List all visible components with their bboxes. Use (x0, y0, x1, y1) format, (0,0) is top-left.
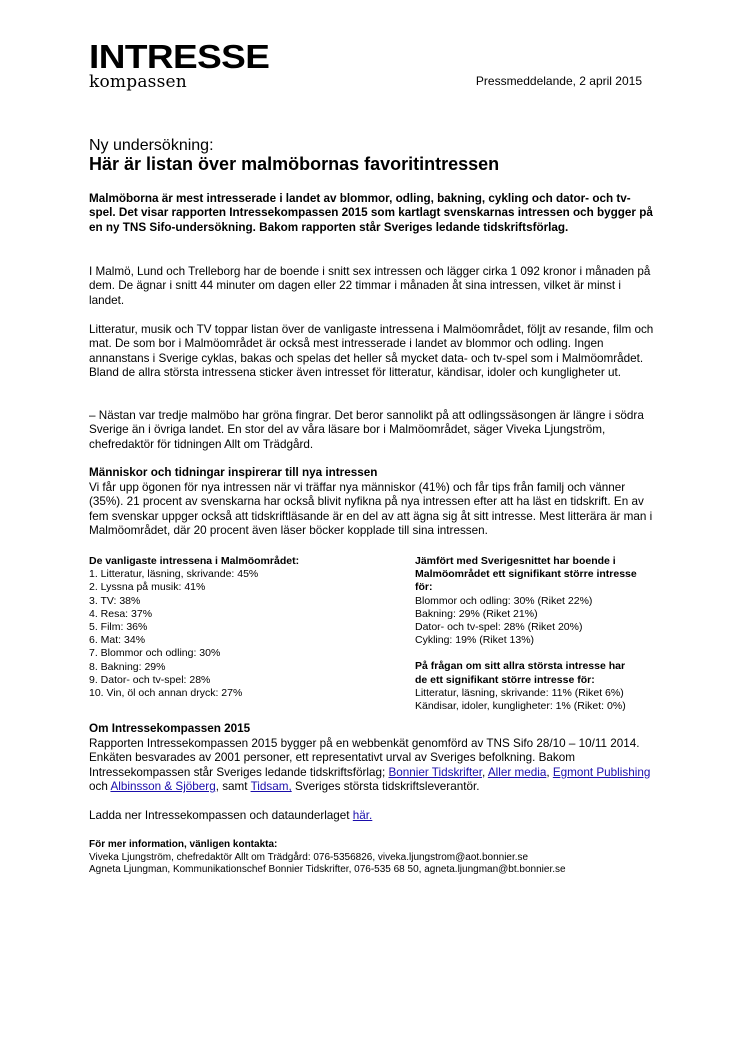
list-item: Cykling: 19% (Riket 13%) (415, 634, 535, 647)
list-item: 3. TV: 38% (89, 594, 141, 607)
list-item: 9. Dator- och tv-spel: 28% (89, 673, 211, 686)
quote-paragraph: – Nästan var tredje malmöbo har gröna fingrar. Det beror sannolikt på att odlingssäsongen är längre i södra Sverige än i övriga landet. En stor del av våra läsare bor i Malmöområdet, säger Viveka Ljungström, chefredaktör för tidningen Allt om Trädgård. (89, 409, 644, 451)
about-heading: Om Intressekompassen 2015 (89, 722, 251, 735)
albinsson-sjoberg-link[interactable]: Albinsson & Sjöberg (110, 780, 216, 794)
list-item: 8. Bakning: 29% (89, 660, 166, 673)
separator: , (482, 765, 488, 779)
separator: och (89, 780, 111, 794)
list-item: Bakning: 29% (Riket 21%) (415, 607, 538, 620)
about-paragraph (89, 737, 655, 795)
comparison-list (415, 555, 637, 713)
comparison-heading-line: Malmöområdet ett signifikant större intresse (415, 568, 637, 581)
list-item: 7. Blommor och odling: 30% (89, 647, 221, 660)
list-item: Blommor och odling: 30% (Riket 22%) (415, 594, 593, 607)
egmont-publishing-link[interactable]: Egmont Publishing (552, 765, 651, 779)
logo-wordmark-top: INTRESSE (89, 38, 270, 75)
biggest-interest-heading-line: de ett signifikant större intresse för: (415, 673, 595, 686)
lead-paragraph: Malmöborna är mest intresserade i landet av blommor, odling, bakning, cykling och dator- och tv-spel. Det visar rapporten Intressekompassen 2015 som kartlagt svenskarnas intressen och bygger på en ny TNS Sifo-undersökning. Bakom rapporten står Sveriges ledande tidskriftsförlag. (89, 192, 653, 234)
download-link[interactable]: här. (352, 809, 373, 822)
body-paragraph-2: Litteratur, musik och TV toppar listan över de vanligaste intressena i Malmöområdet, följt av resande, film och mat. De som bor i Malmöområdet är också mest intresserade i landet av blommor och odling. Ingen annanstans i Sverige cyklas, bakas och spelas det heller så mycket data- och tv-spel som i Malmöområdet. Bland de allra största intressena sticker även intresset för litteratur, kändisar, idoler och kungligheter ut. (89, 323, 654, 380)
contact-line: Agneta Ljungman, Kommunikationschef Bonnier Tidskrifter, 076-535 68 50, agneta.ljungman@bt.bonnier.se (89, 864, 566, 875)
list-item: 6. Mat: 34% (89, 634, 146, 647)
tidsam-link[interactable]: Tidsam, (250, 780, 292, 794)
top-interests-list (89, 555, 299, 700)
biggest-interest-heading-line: På frågan om sitt allra största intresse har (415, 660, 626, 673)
press-release-date: Pressmeddelande, 2 april 2015 (475, 74, 642, 88)
list-heading: De vanligaste intressena i Malmöområdet: (89, 555, 300, 567)
contact-block (89, 839, 566, 877)
body-paragraph-4: Vi får upp ögonen för nya intressen när vi träffar nya människor (41%) och får tips från familj och vänner (35%). 21 procent av svenskarna har också blivit nyfikna på nya intressen efter att ha läst en tidskrift. En av fem svenskar uppger också att tidskriftläsande är en del av att ägna sig åt sitt intresse. Mest litterära är man i Malmöområdet, där 20 procent även läser böcker kopplade till sina intressen. (89, 481, 653, 538)
list-item: Dator- och tv-spel: 28% (Riket 20%) (415, 621, 583, 634)
list-item: 1. Litteratur, läsning, skrivande: 45% (89, 568, 259, 581)
list-item: 4. Resa: 37% (89, 607, 153, 620)
logo-wordmark-bottom: kompassen (89, 72, 187, 92)
page-title: Här är listan över malmöbornas favoritintressen (89, 154, 500, 174)
body-paragraph-1: I Malmö, Lund och Trelleborg har de boende i snitt sex intressen och lägger cirka 1 092 kronor i månaden på dem. De ägnar i snitt 44 minuter om dagen eller 22 timmar i månaden åt sina intressen, vilket är minst i landet. (89, 265, 651, 307)
bonnier-tidskrifter-link[interactable]: Bonnier Tidskrifter (388, 765, 483, 779)
download-line (89, 809, 655, 823)
separator: , (546, 765, 553, 779)
contact-heading: För mer information, vänligen kontakta: (89, 839, 278, 850)
aller-media-link[interactable]: Aller media (487, 765, 547, 779)
comparison-heading-line: för: (415, 581, 433, 594)
list-item: Kändisar, idoler, kungligheter: 1% (Riket: 0%) (415, 700, 626, 713)
section-heading: Människor och tidningar inspirerar till nya intressen (89, 466, 378, 479)
about-text: Rapporten Intressekompassen 2015 bygger på en webbenkät genomförd av TNS Sifo 28/10 – 10/11 2014. Enkäten besvarades av 2001 personer, ett representativt urval av Sveriges befolkning. Bakom Intressekompassen står Sveriges ledande tidskriftsförlag; (89, 737, 640, 779)
contact-line: Viveka Ljungström, chefredaktör Allt om Trädgård: 076-5356826, viveka.ljungstrom@aot.bonnier.se (89, 851, 529, 863)
comparison-heading-line: Jämfört med Sverigesnittet har boende i (415, 555, 616, 567)
list-item: 5. Film: 36% (89, 621, 148, 634)
list-item: 10. Vin, öl och annan dryck: 27% (89, 687, 243, 700)
separator: , samt (215, 780, 251, 794)
intressekompassen-logo (89, 38, 270, 92)
list-item: 2. Lyssna på musik: 41% (89, 581, 206, 594)
list-item: Litteratur, läsning, skrivande: 11% (Riket 6%) (415, 686, 624, 699)
about-text: Sveriges största tidskriftsleverantör. (291, 780, 480, 794)
kicker: Ny undersökning: (89, 137, 214, 154)
download-text: Ladda ner Intressekompassen och dataunderlaget (89, 809, 353, 822)
